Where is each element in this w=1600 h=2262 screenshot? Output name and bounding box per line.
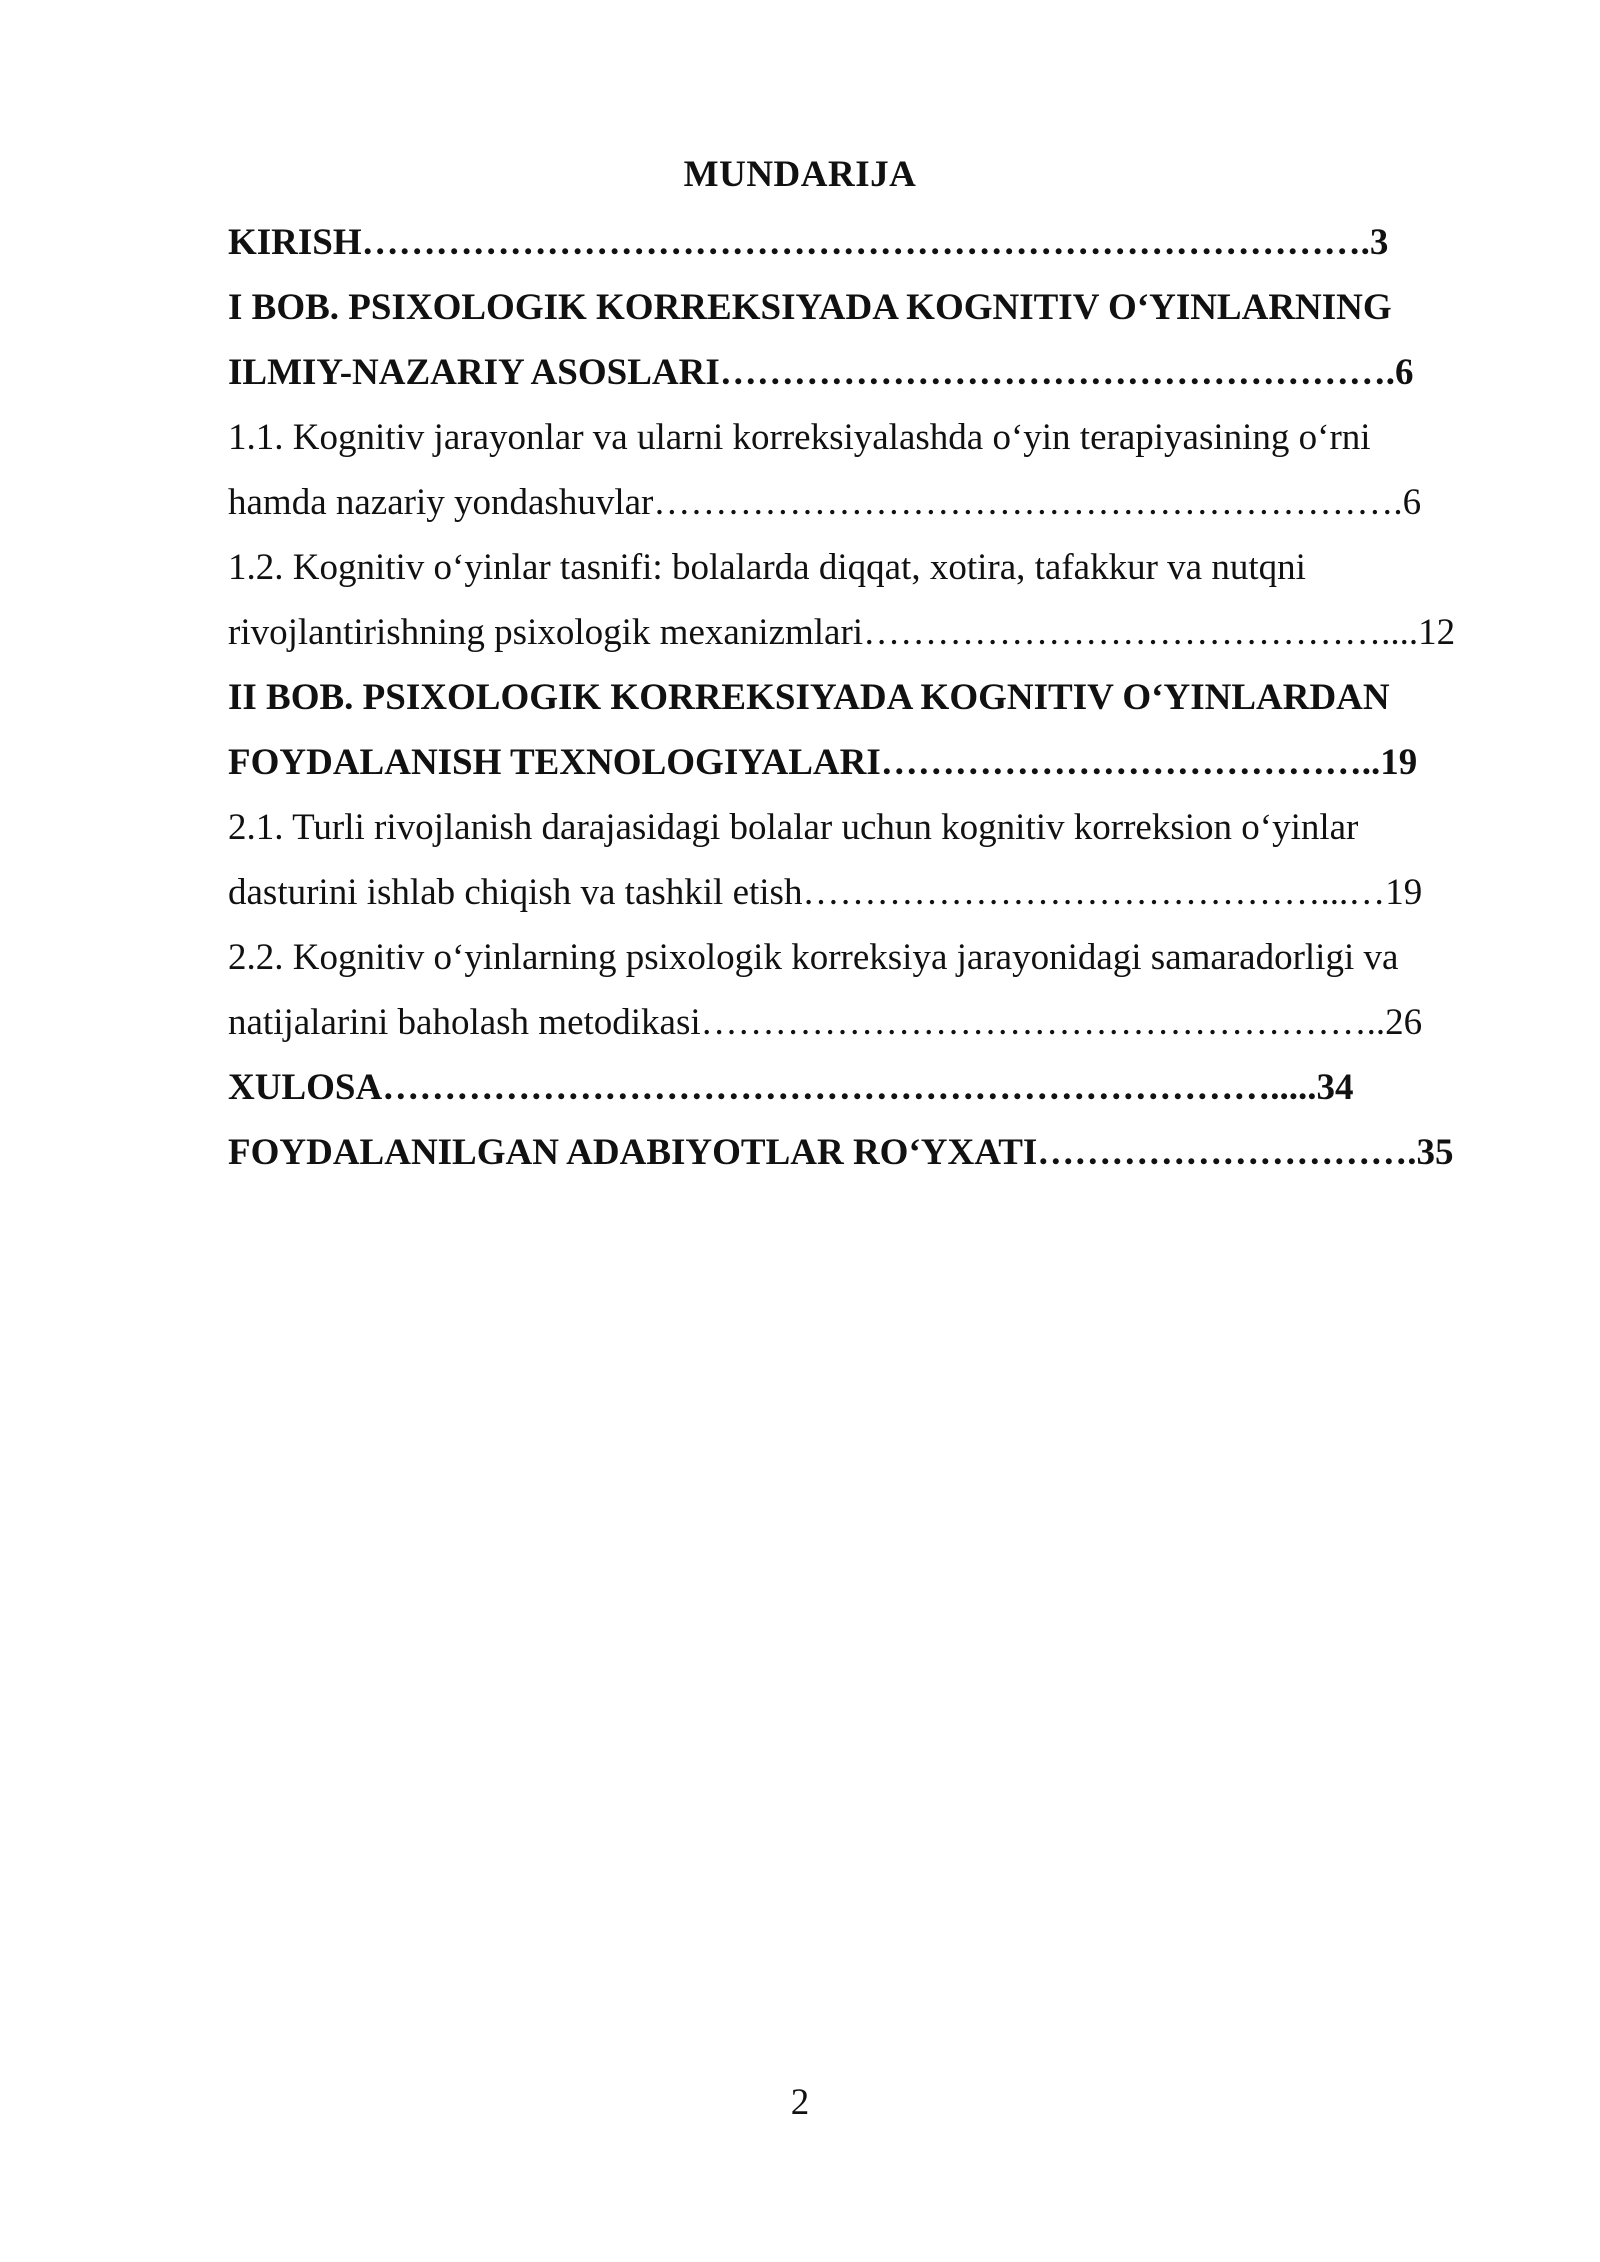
- toc-line-section-2-1: 2.1. Turli rivojlanish darajasidagi bolalar uchun kognitiv korreksion o‘yinlar: [228, 807, 1359, 848]
- page-number: 2: [790, 2082, 810, 2123]
- toc-line-section-2-2-cont: natijalarini baholash metodikasi………………………………………………..26: [228, 1002, 1423, 1043]
- toc-line-section-1-2: 1.2. Kognitiv o‘yinlar tasnifi: bolalarda diqqat, xotira, tafakkur va nutqni: [228, 547, 1306, 588]
- toc-line-chapter-2-title: II BOB. PSIXOLOGIK KORREKSIYADA KOGNITIV O‘YINLARDAN: [228, 677, 1390, 718]
- toc-line-section-1-1: 1.1. Kognitiv jarayonlar va ularni korreksiyalashda o‘yin terapiyasining o‘rni: [228, 417, 1371, 458]
- table-of-contents: [228, 210, 1482, 1185]
- toc-line-chapter-2-title-cont: FOYDALANISH TEXNOLOGIYALARI…………………………………..19: [228, 742, 1418, 783]
- toc-line-references: FOYDALANILGAN ADABIYOTLAR RO‘YXATI………………………….35: [228, 1132, 1454, 1173]
- toc-line-section-2-1-cont: dasturini ishlab chiqish va tashkil etish……………………………………...…19: [228, 872, 1423, 913]
- toc-line-section-1-2-cont: rivojlantirishning psixologik mexanizmlari……………………………………....12: [228, 612, 1456, 653]
- toc-line-xulosa: XULOSA……………………………………………………………….....34: [228, 1067, 1354, 1108]
- toc-line-chapter-1-title: I BOB. PSIXOLOGIK KORREKSIYADA KOGNITIV O‘YINLARNING: [228, 287, 1392, 328]
- toc-line-section-1-1-cont: hamda nazariy yondashuvlar…………………………………………………….6: [228, 482, 1422, 523]
- toc-line-section-2-2: 2.2. Kognitiv o‘yinlarning psixologik korreksiya jarayonidagi samaradorligi va: [228, 937, 1399, 978]
- toc-line-kirish: KIRISH……………………………………………………………………….3: [228, 222, 1389, 263]
- toc-title: MUNDARIJA: [683, 154, 917, 195]
- toc-line-chapter-1-title-cont: ILMIY-NAZARIY ASOSLARI……………………………………………….6: [228, 352, 1414, 393]
